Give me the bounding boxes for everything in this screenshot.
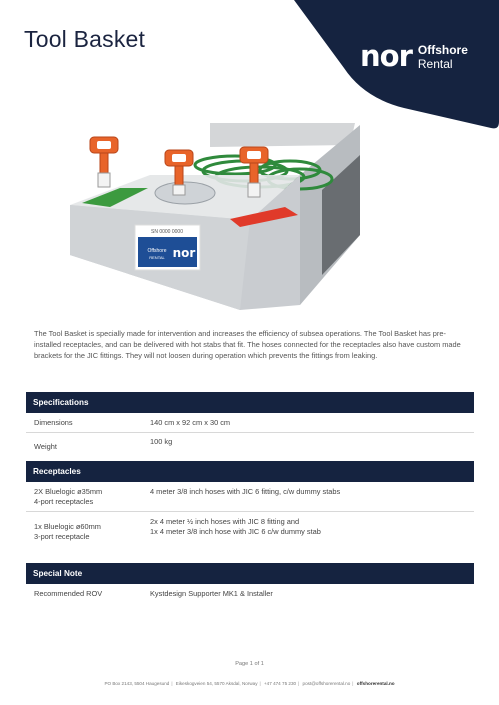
footer-address-street: Eikeskogveien 54, 5570 Aksdal, Norway xyxy=(175,681,258,686)
receptacle-2-label-line-1: 1x Bluelogic ø60mm xyxy=(34,522,101,531)
brand-logo xyxy=(360,39,468,73)
weight-label: Weight xyxy=(34,442,57,451)
receptacle-2-label-line-2: 3-port receptacle xyxy=(34,532,90,541)
weight-value: 100 kg xyxy=(150,437,173,446)
dimensions-label: Dimensions xyxy=(34,418,73,427)
recommended-rov-label: Recommended ROV xyxy=(34,589,103,598)
logo-line-1: Offshore xyxy=(417,42,468,57)
footer-address-postbox: PO Box 2143, 5504 Haugesund xyxy=(104,681,170,686)
page-title: Tool Basket xyxy=(24,26,146,52)
plate-text-2: RENTAL xyxy=(149,255,165,260)
receptacle-1-value: 4 meter 3/8 inch hoses with JIC 6 fitting, c/w dummy stabs xyxy=(150,487,341,496)
footer-phone: +47 474 75 230 xyxy=(264,681,297,686)
logo-line-2: Rental xyxy=(417,56,453,71)
product-photo xyxy=(60,115,420,315)
specifications-header: Specifications xyxy=(26,392,474,413)
plate-text-1: Offshore xyxy=(147,248,167,254)
footer-email-link[interactable]: post@offshorerental.no xyxy=(302,681,351,686)
receptacle-2-label xyxy=(34,522,101,542)
divider xyxy=(26,432,474,433)
logo-wordmark xyxy=(418,43,468,71)
footer-contact: PO Box 2143, 5504 Haugesund | Eikeskogveien 54, 5570 Aksdal, Norway | +47 474 75 230 | post@offshorerental.no | offshorerental.no xyxy=(104,681,395,686)
receptacle-2-value-line-1: 2x 4 meter ½ inch hoses with JIC 8 fitting and xyxy=(150,517,300,526)
basket-back-rim xyxy=(210,123,355,147)
receptacle-1-label-line-2: 4-port receptacles xyxy=(34,497,94,506)
footer-website-link[interactable]: offshorerental.no xyxy=(356,681,395,686)
logo-mark: nor xyxy=(360,39,412,73)
receptacle-1-label-line-1: 2X Bluelogic ø35mm xyxy=(34,487,103,496)
receptacle-2-value-line-2: 1x 4 meter 3/8 inch hose with JIC 6 c/w dummy stab xyxy=(150,527,321,536)
recommended-rov-value: Kystdesign Supporter MK1 & Installer xyxy=(150,589,273,598)
intro-paragraph: The Tool Basket is specially made for intervention and increases the efficiency of subsea operations. The Tool Basket has pre-installed receptacles, and can be delivered with hot stabs that fit. The hoses connected for the receptacles also have custom made brackets for the JIC fittings. They will not loosen during operation which prevents the fittings from leaking. xyxy=(34,329,461,360)
receptacles-header: Receptacles xyxy=(26,461,474,482)
receptacle-1-label xyxy=(34,487,102,507)
page-number: Page 1 of 1 xyxy=(235,661,264,667)
divider xyxy=(26,511,474,512)
receptacle-2-value xyxy=(150,517,321,537)
plate-top-text: SN 0000 0000 xyxy=(151,229,183,235)
plate-logo: nor xyxy=(172,246,196,260)
dimensions-value: 140 cm x 92 cm x 30 cm xyxy=(150,418,231,427)
special-note-header: Special Note xyxy=(26,563,474,584)
